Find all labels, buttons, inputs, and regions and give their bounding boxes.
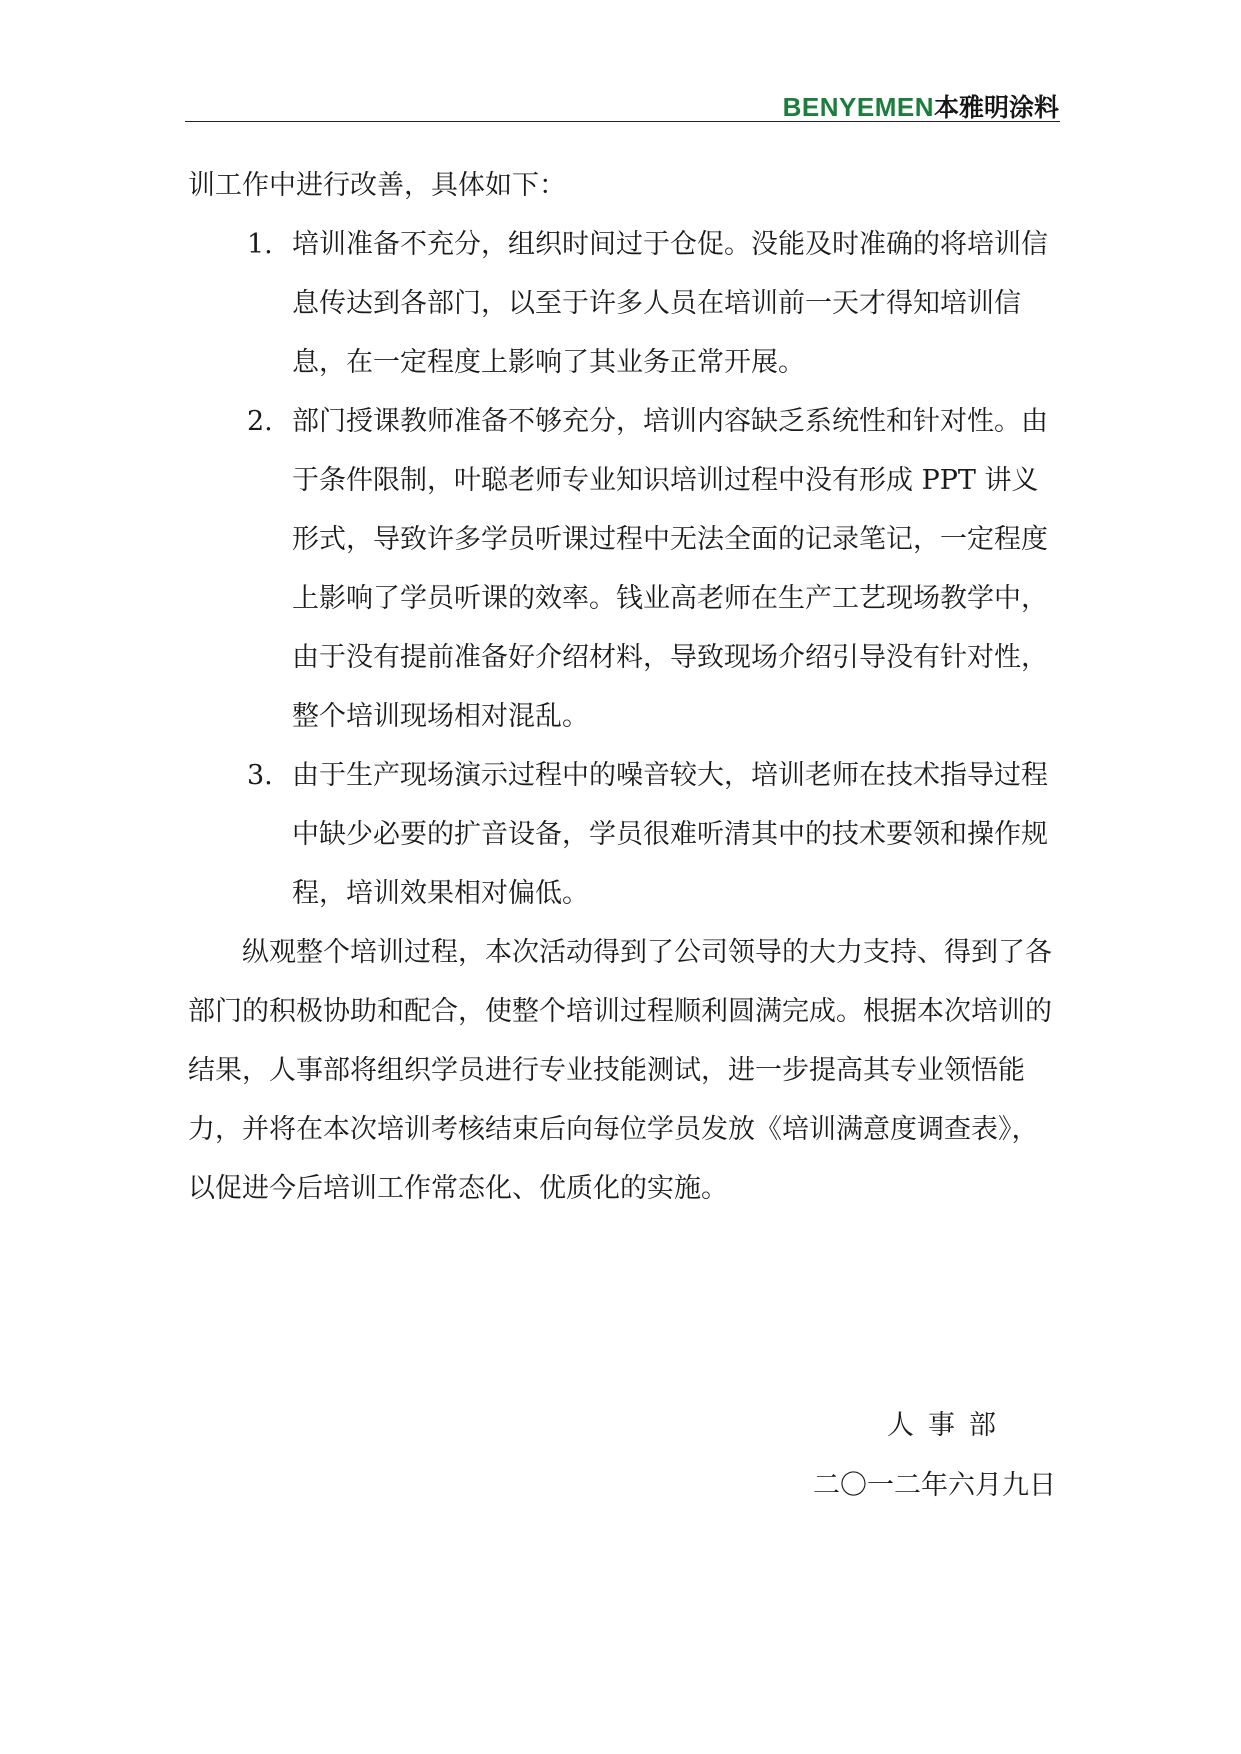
logo-english-text: BENYEMEN — [782, 92, 934, 122]
list-item-number: 2. — [247, 406, 273, 437]
list-item — [188, 392, 1056, 746]
conclusion-paragraph: 纵观整个培训过程，本次活动得到了公司领导的大力支持、得到了各部门的积极协助和配合，使整个培训过程顺利圆满完成。根据本次培训的结果，人事部将组织学员进行专业技能测试，进一步提高其专业领悟能力，并将在本次培训考核结束后向每位学员发放《培训满意度调查表》，以促进今后培训工作常态化、优质化的实施。 — [188, 937, 1052, 1204]
signature-date: 二〇一二年六月九日 — [813, 1470, 1056, 1501]
list-item-number: 1. — [247, 229, 273, 260]
list-item-text: 培训准备不充分，组织时间过于仓促。没能及时准确的将培训信息传达到各部门，以至于许多人员在培训前一天才得知培训信息，在一定程度上影响了其业务正常开展。 — [292, 229, 1048, 378]
signature-department: 人事部 — [887, 1410, 1010, 1441]
list-item-text: 由于生产现场演示过程中的噪音较大，培训老师在技术指导过程中缺少必要的扩音设备，学员很难听清其中的技术要领和操作规程，培训效果相对偏低。 — [292, 760, 1048, 909]
signature-block — [813, 1396, 1056, 1516]
list-item — [188, 215, 1056, 392]
document-body — [188, 156, 1056, 1218]
list-item — [188, 746, 1056, 923]
header-divider — [185, 121, 1060, 122]
intro-paragraph: 训工作中进行改善，具体如下： — [188, 170, 566, 201]
logo-chinese-text: 本雅明涂料 — [933, 93, 1059, 122]
list-item-number: 3. — [247, 760, 273, 791]
issue-list — [188, 215, 1056, 923]
list-item-text: 部门授课教师准备不够充分，培训内容缺乏系统性和针对性。由于条件限制，叶聪老师专业知识培训过程中没有形成 PPT 讲义形式，导致许多学员听课过程中无法全面的记录笔记，一定程度上影响了学员听课的效率。钱业高老师在生产工艺现场教学中，由于没有提前准备好介绍材料，导致现场介绍引导没有针对性，整个培训现场相对混乱。 — [292, 406, 1048, 732]
company-logo — [783, 88, 1059, 124]
